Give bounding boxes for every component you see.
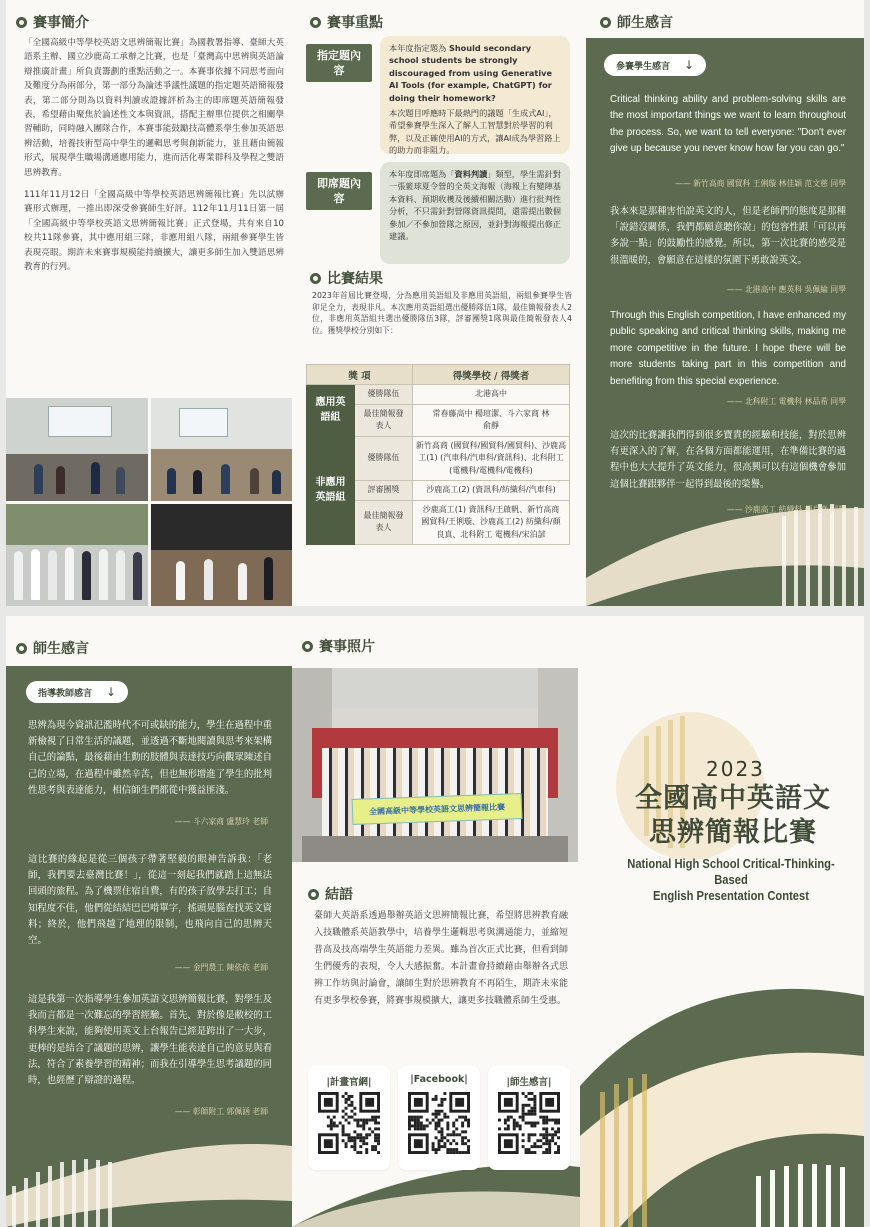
teacher-quote-3-signature: —— 彰師附工 郭佩涵 老師 [174,1107,268,1116]
results-heading: 比賽結果 [310,268,383,288]
intro-body [24,36,284,283]
event-photo-collage [6,398,292,606]
cover-graphic [580,616,864,1227]
teacher-voices-pill: 指導教師感言 ↓ [26,681,128,703]
collage-photo [6,398,148,501]
student-quote-4: 這次的比賽讓我們得到很多寶貴的經驗和技能，對於思辨有更深入的了解，在各個方面都能運用，在準備比賽的過程中也大大提升了英文能力，很高興可以有這個機會參加這個比賽跟夥伴一起得到最後的榮譽。 [610,430,846,490]
award-item-cell: 優勝隊伍 [355,436,413,481]
teacher-quote-2: 這比賽的緣起是從三個孩子帶著堅毅的眼神告訴我：「老師，我們要去臺灣比賽！」，從這一刻起我們就踏上這無法回頭的旅程。為了機票住宿自費，有的孩子放學去打工；自知程度不佳，他們從結結巴巴啃單字，搖頭晃腦查找英文資料；終於，他們飛越了地理的限制，也飛向自己的思辨天空。 [28,854,272,947]
teacher-voices-heading: 師生感言 [16,638,89,658]
voices-heading: 師生感言 [600,12,673,32]
award-item-cell: 優勝隊伍 [355,385,413,405]
bullet-ring-icon [16,643,27,654]
teacher-quote-1-signature: —— 斗六家商 盧慧玲 老師 [174,817,268,826]
topic1-box [380,36,570,154]
bullet-ring-icon [16,17,27,28]
winner-cell: 北港高中 [413,385,570,405]
results-summary: 2023年首屆比賽登場，分為應用英語組及非應用英語組，兩組參賽學生皆卯足全力，表現非凡。本次應用英語組選出優勝隊伍1隊，最佳簡報發表人2位，非應用英語組共選出優勝隊伍3隊，評審團獎1隊與最佳簡報發表人4位。獲獎學校分別如下： [312,291,572,335]
teacher-quote-2-signature: —— 金門農工 陳依依 老師 [174,963,268,972]
winner-cell: 常春藤高中 楊瑄潔、斗六家商 林俞靜 [413,404,570,436]
category-cell: 應用英語組 [307,385,355,437]
teacher-voices-card [6,666,292,1227]
student-voices-panel [580,0,864,606]
topic1-desc: 本次題目呼應時下最熱門的議題「生成式AI」，希望參賽學生深入了解人工智慧對於學習的利弊，以及正確使用AI的方式，讓AI成為學習路上的助力而非阻力。 [389,108,561,156]
table-row [307,436,570,481]
student-quote-2: 我本來是那種害怕說英文的人，但是老師們的態度是那種「說錯沒關係，我們都願意聽你說」的包容性跟「可以再多說一點」的鼓勵性的感覺。所以，第一次比賽的感受是很溫暖的，會願意在這樣的氛圍下勇敢說英文。 [610,206,846,266]
group-photo [292,668,578,862]
collage-photo [151,504,293,607]
qr-card-facebook[interactable]: |Facebook| [398,1066,480,1170]
conclusion-heading: 結語 [308,884,353,904]
student-quote-1-signature: —— 新竹高商 國貿科 王俐璇 林佳穎 范文慈 同學 [675,179,846,188]
topic1-tag: 指定題內容 [306,44,372,82]
brochure-outside [6,616,864,1227]
student-voices-pill: 參賽學生感言 ↓ [604,54,706,76]
focus-heading: 賽事重點 [310,12,383,32]
winner-cell: 沙鹿高工(1) 資訊科/王啟帆、新竹高商 國貿科/王俐璇、沙鹿高工(2) 紡織科/顏良真、北科附工 電機科/宋泊諺 [413,500,570,545]
intro-heading: 賽事簡介 [16,12,89,32]
photo-banner: 全國高級中等學校英語文思辨簡報比賽 [352,793,523,825]
awards-header-row [307,365,570,385]
focus-panel [298,0,576,606]
winner-cell: 沙鹿高工(2) (資訊科/紡織科/汽車科) [413,481,570,501]
bullet-ring-icon [310,273,321,284]
collage-photo [6,504,148,607]
student-quote-3-signature: —— 北科附工 電機科 林品希 同學 [726,397,846,406]
cover-year: 2023 [706,757,765,781]
category-cell: 非應用英語組 [307,436,355,545]
qr-code-icon [408,1092,470,1154]
topic2-tag: 即席題內容 [306,172,372,210]
winner-cell: 新竹高商 (國貿科/國貿科/國貿科)、沙鹿高工(1) (汽車科/汽車科/資訊科)、北科附工 (電機科/電機科/電機科) [413,436,570,481]
cover-subtitle: National High School Critical-Thinking-Based English Presentation Contest [627,856,835,903]
brochure-inside [6,0,864,606]
photos-heading: 賽事照片 [302,636,375,656]
intro-paragraph: 「全國高級中等學校英語文思辨簡報比賽」為國教署指導、臺師大英語系主辦、國立沙鹿高工承辦之比賽，也是「臺灣高中思辨與英語論辯推廣計畫」所負責籌劃的重點活動之一。本賽事依據不同思考面向及難度分為兩部分，第一部分為論述爭議性議題的指定題英語簡報發表，第二部分則為以資料判讀或證據評析為主的即席題英語簡報發表，希望藉由聚焦於論述性文本與資訊，搭配主辦單位提供之相關學習輔助，同時融入團隊合作，本賽事能鼓勵技高體系學生參加英語思辨活動，培養技術型高中學生的邏輯思考與創新能力，並且藉由簡報形式，展現學生職場溝通應用能力，進而活化專業群科及學程之雙語思辨教育。 [24,38,284,178]
arrow-down-icon: ↓ [106,685,117,699]
awards-header-winners: 得獎學校 / 得獎者 [413,365,570,385]
awards-table [306,364,570,545]
intro-panel [6,0,292,606]
arrow-down-icon: ↓ [684,58,695,72]
topic2-box: 本年度即席題為「資料判讀」類型，學生需針對一張籃球夏令營的全英文海報（海報上有變陣基本資料、預期收穫及後續相關活動）進行批判性分析，不只需針對營隊資訊提問，還需提出數個參加／不參加營隊之原因，並針對海報提出修正建議。 [380,162,570,264]
qr-code-icon [318,1092,380,1154]
bullet-ring-icon [308,889,319,900]
awards-header-prize: 獎 項 [307,365,413,385]
conclusion-body: 臺師大英語系透過舉辦英語文思辨簡報比賽，希望將思辨教育融入技職體系英語教學中，培養學生邏輯思考與溝通能力，並縮短普高及技高端學生英語能力差異。雖為首次正式比賽，但看到師生們優秀的表現，令人大感振奮。本計畫會持續藉由舉辦各式思辨工作坊與討論會，讓師生對於思辨教育不再陌生，期許未來能有更多學校參賽，將賽事規模擴大，讓更多技職體系師生受惠。 [314,911,568,1006]
student-quote-2-signature: —— 北港高中 應英科 吳佩綸 同學 [726,285,846,294]
cover-title: 全國高中英語文 思辨簡報比賽 [635,783,831,848]
teacher-quote-3: 這是我第一次指導學生參加英語文思辨簡報比賽，對學生及我而言都是一次難忘的學習經驗。首先，對於像是敝校的工科學生來說，能夠使用英文上台報告已經是跨出了一大步，更棒的是結合了議題的思辨，讓學生能表達自己的意見與看法，符合了素養學習的精神；而我在引導學生思考議題的同時，也經歷了辯證的過程。 [28,994,272,1087]
student-quote-3: Through this English competition, I have enhanced my public speaking and critical thinking skills, making me more competitive in the future. I hope there will be more students taking part in this competition and benefiting from this special experience. [610,310,846,387]
bullet-ring-icon [600,17,611,28]
student-quote-4-signature: —— 沙鹿高工 紡織科 顏良真 同學 [726,505,846,514]
photos-panel [292,616,580,1227]
teacher-voices-panel [6,616,292,1227]
qr-code-icon [498,1092,560,1154]
collage-photo [151,398,293,501]
cover-panel [580,616,864,1227]
teacher-quote-1: 思辨為現今資訊氾濫時代不可或缺的能力，學生在過程中重新檢視了日常生活的議題，並透過不斷地閱讀與思考來架構自己的論點，最後藉由生動的肢體與表達技巧向觀眾陳述自己的立場，在過程中雖然辛苦，但也無形增進了學生的批判性思考與表達能力，相信師生們都從中獲益匪淺。 [28,720,272,796]
table-row [307,385,570,405]
qr-card-website[interactable]: |計畫官網| [308,1066,390,1170]
award-item-cell: 最佳簡報發表人 [355,500,413,545]
student-voices-card [586,38,864,606]
bullet-ring-icon [302,641,313,652]
bullet-ring-icon [310,17,321,28]
topic1-prompt: 本年度指定題為 Should secondary school students be strongly discouraged from using Generative AI Tools (for example, ChatGPT) for doing their homework? [389,43,553,103]
student-quote-1: Critical thinking ability and problem-solving skills are the most important things we want to learn throughout the process. So, we want to tell everyone: "Don't ever give up because you never know how far you can go." [610,94,846,155]
award-item-cell: 最佳簡報發表人 [355,404,413,436]
intro-paragraph: 111年11月12日「全國高級中等學校英語思辨簡報比賽」先以試辦賽形式辦理，一推出即深受參賽師生好評。112年11月11日第一屆「全國高級中等學校英語文思辨簡報比賽」正式登場，共有來自10校共11隊參賽，其中應用組三隊，非應用組八隊，兩組參賽學生皆表現亮眼。期許未來賽事規模能持續擴大，讓更多師生加入雙語思辨教育的行列。 [24,190,284,273]
award-item-cell: 評審團獎 [355,481,413,501]
qr-card-testimonials[interactable]: |師生感言| [488,1066,570,1170]
